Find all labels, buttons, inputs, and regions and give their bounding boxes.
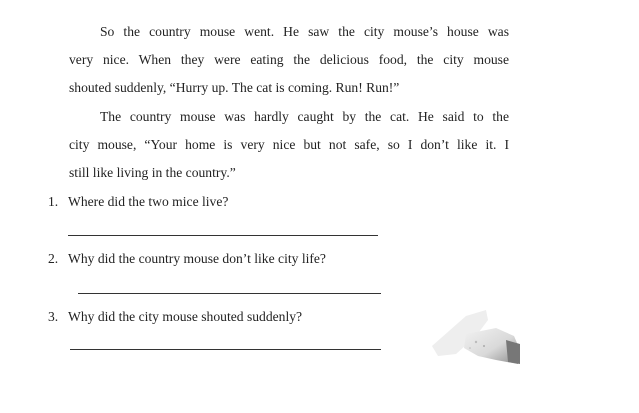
- passage-line: city mouse, “Your home is very nice but not safe, so I don’t like it. I: [69, 137, 509, 152]
- passage-line: The country mouse was hardly caught by the cat. He said to the: [100, 109, 509, 124]
- question-text: Where did the two mice live?: [68, 194, 229, 209]
- answer-line[interactable]: [68, 235, 378, 236]
- question-text: Why did the country mouse don’t like city life?: [68, 251, 326, 266]
- passage-line: still like living in the country.”: [69, 165, 236, 180]
- question-number: 3.: [48, 309, 59, 324]
- question-number: 2.: [48, 251, 59, 266]
- passage-line: very nice. When they were eating the delicious food, the city mouse: [69, 52, 509, 67]
- answer-line[interactable]: [70, 349, 381, 350]
- passage-line: shouted suddenly, “Hurry up. The cat is coming. Run! Run!”: [69, 80, 400, 95]
- question-number: 1.: [48, 194, 59, 209]
- passage-line: So the country mouse went. He saw the city mouse’s house was: [100, 24, 509, 39]
- question-text: Why did the city mouse shouted suddenly?: [68, 309, 303, 324]
- answer-line[interactable]: [78, 293, 381, 294]
- scan-smudge: [426, 306, 522, 368]
